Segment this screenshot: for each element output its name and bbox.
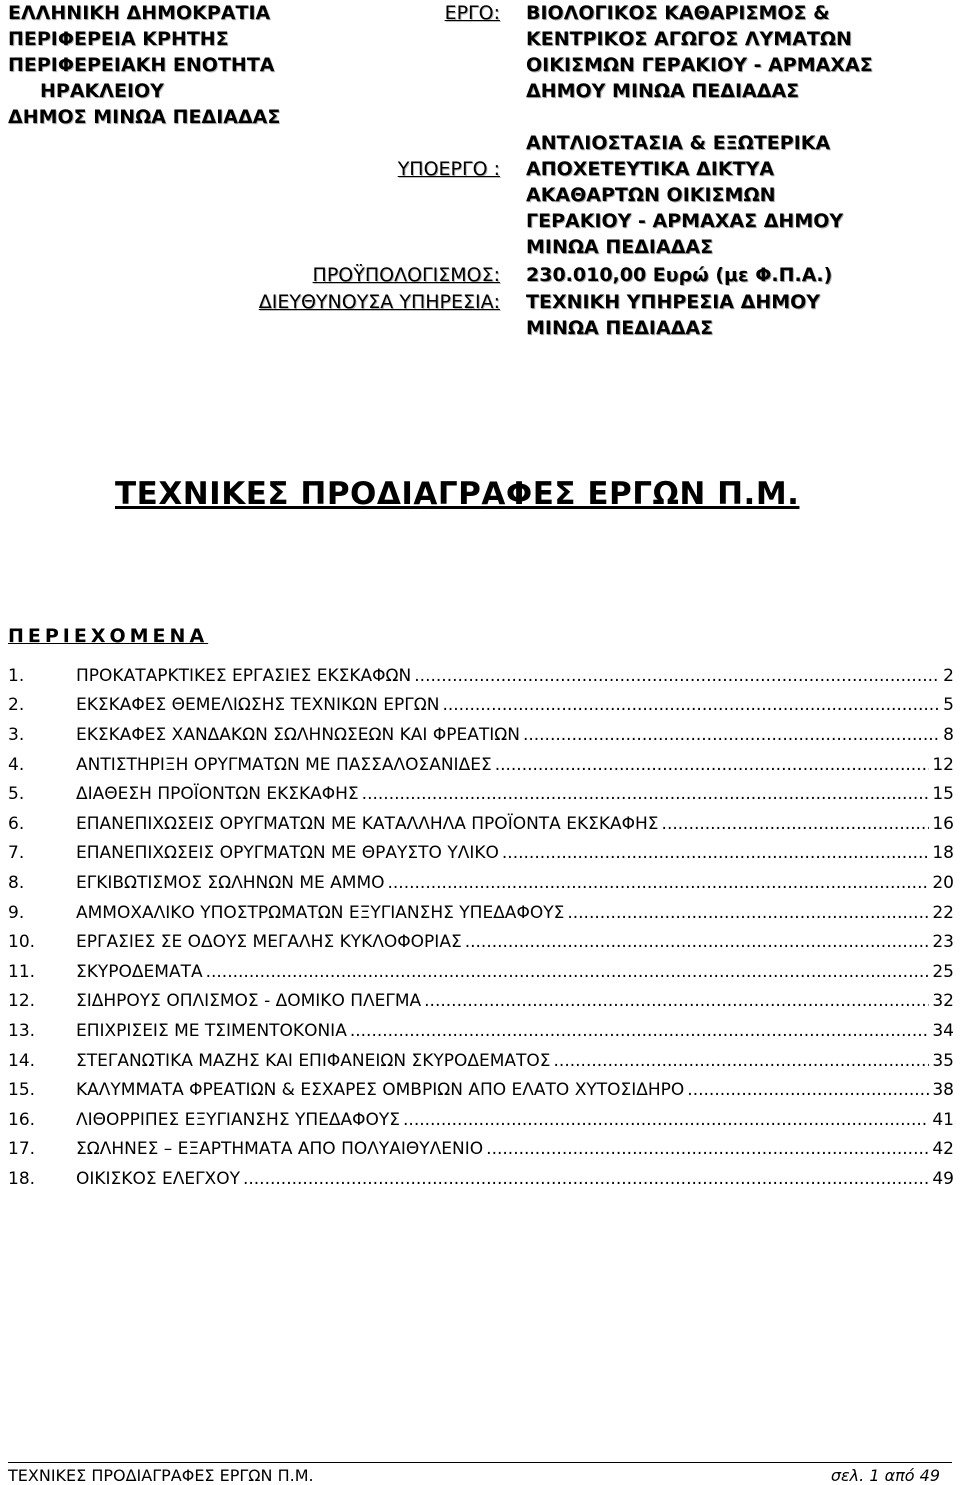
toc-number: 6.: [8, 813, 25, 834]
toc-page: 32: [932, 991, 954, 1012]
authority-line: ΠΕΡΙΦΕΡΕΙΑ ΚΡΗΤΗΣ: [8, 28, 229, 50]
toc-leader: [424, 991, 929, 1011]
toc-entry[interactable]: [8, 691, 954, 721]
toc-entry[interactable]: [8, 1046, 954, 1076]
toc-entry[interactable]: [8, 1164, 954, 1194]
toc-title: ΣΙΔΗΡΟΥΣ ΟΠΛΙΣΜΟΣ - ΔΟΜΙΚΟ ΠΛΕΓΜΑ: [76, 991, 422, 1012]
toc-page: 25: [932, 961, 954, 982]
toc-leader: [687, 1080, 929, 1100]
subproject-line: ΓΕΡΑΚΙΟΥ - ΑΡΜΑΧΑΣ ΔΗΜΟΥ: [526, 210, 844, 232]
subproject-line: ΑΠΟΧΕΤΕΥΤΙΚΑ ΔΙΚΤΥΑ: [526, 158, 775, 180]
toc-entry[interactable]: [8, 927, 954, 957]
toc-entry[interactable]: [8, 1105, 954, 1135]
toc-number: 2.: [8, 695, 25, 716]
toc-title: ΟΙΚΙΣΚΟΣ ΕΛΕΓΧΟΥ: [76, 1168, 240, 1189]
page-number: σελ. 1 από 49: [830, 1466, 940, 1485]
toc-entry[interactable]: [8, 750, 954, 780]
toc-title: ΕΚΣΚΑΦΕΣ ΧΑΝΔΑΚΩΝ ΣΩΛΗΝΩΣΕΩΝ ΚΑΙ ΦΡΕΑΤΙΩΝ: [76, 724, 520, 745]
toc-number: 1.: [8, 665, 25, 686]
toc-leader: [523, 725, 940, 745]
toc-title: ΕΚΣΚΑΦΕΣ ΘΕΜΕΛΙΩΣΗΣ ΤΕΧΝΙΚΩΝ ΕΡΓΩΝ: [76, 695, 440, 716]
toc-page: 20: [932, 872, 954, 893]
authority-line: ΔΗΜΟΣ ΜΙΝΩΑ ΠΕΔΙΑΔΑΣ: [8, 106, 281, 128]
toc-title: ΕΠΑΝΕΠΙΧΩΣΕΙΣ ΟΡΥΓΜΑΤΩΝ ΜΕ ΘΡΑΥΣΤΟ ΥΛΙΚΟ: [76, 843, 499, 864]
toc-heading: ΠΕΡΙΕΧΟΜΕΝΑ: [8, 625, 209, 647]
toc-page: 42: [932, 1139, 954, 1160]
subproject-line: ΑΝΤΛΙΟΣΤΑΣΙΑ & ΕΞΩΤΕΡΙΚΑ: [526, 132, 831, 154]
footer-document-title: ΤΕΧΝΙΚΕΣ ΠΡΟΔΙΑΓΡΑΦΕΣ ΕΡΓΩΝ Π.Μ.: [8, 1466, 314, 1485]
service-line: ΤΕΧΝΙΚΗ ΥΠΗΡΕΣΙΑ ΔΗΜΟΥ: [526, 291, 821, 313]
toc-entry[interactable]: [8, 1135, 954, 1165]
toc-page: 35: [932, 1050, 954, 1071]
toc-entry[interactable]: [8, 957, 954, 987]
toc-page: 5: [943, 695, 954, 716]
toc-number: 15.: [8, 1080, 36, 1101]
subproject-line: ΑΚΑΘΑΡΤΩΝ ΟΙΚΙΣΜΩΝ: [526, 184, 776, 206]
toc-title: ΑΜΜΟΧΑΛΙΚΟ ΥΠΟΣΤΡΩΜΑΤΩΝ ΕΞΥΓΙΑΝΣΗΣ ΥΠΕΔΑΦΟΥΣ: [76, 902, 565, 923]
toc-entry[interactable]: [8, 1075, 954, 1105]
toc-page: 22: [932, 902, 954, 923]
service-line: ΜΙΝΩΑ ΠΕΔΙΑΔΑΣ: [526, 317, 714, 339]
toc-leader: [206, 962, 930, 982]
toc-number: 17.: [8, 1139, 36, 1160]
budget-value: 230.010,00 Ευρώ (με Φ.Π.Α.): [526, 264, 833, 286]
toc-entry[interactable]: [8, 987, 954, 1017]
toc-title: ΣΩΛΗΝΕΣ – ΕΞΑΡΤΗΜΑΤΑ ΑΠΟ ΠΟΛΥΑΙΘΥΛΕΝΙΟ: [76, 1139, 484, 1160]
toc-leader: [442, 695, 940, 715]
toc-page: 23: [932, 932, 954, 953]
toc-page: 41: [932, 1109, 954, 1130]
toc-entry[interactable]: [8, 1016, 954, 1046]
toc-title: ΔΙΑΘΕΣΗ ΠΡΟΪΟΝΤΩΝ ΕΚΣΚΑΦΗΣ: [76, 784, 359, 805]
toc-entry[interactable]: [8, 779, 954, 809]
toc-title: ΕΡΓΑΣΙΕΣ ΣΕ ΟΔΟΥΣ ΜΕΓΑΛΗΣ ΚΥΚΛΟΦΟΡΙΑΣ: [76, 932, 462, 953]
toc-leader: [362, 784, 930, 804]
toc-entry[interactable]: [8, 898, 954, 928]
toc-leader: [662, 814, 930, 834]
subproject-line: ΜΙΝΩΑ ΠΕΔΙΑΔΑΣ: [526, 236, 714, 258]
document-title: ΤΕΧΝΙΚΕΣ ΠΡΟΔΙΑΓΡΑΦΕΣ ΕΡΓΩΝ Π.Μ.: [115, 476, 800, 512]
toc-leader: [243, 1169, 929, 1189]
toc-leader: [554, 1051, 930, 1071]
toc-page: 16: [932, 813, 954, 834]
footer-divider: [8, 1462, 952, 1463]
toc-entry[interactable]: [8, 720, 954, 750]
toc-number: 4.: [8, 754, 25, 775]
toc-title: ΣΤΕΓΑΝΩΤΙΚΑ ΜΑΖΗΣ ΚΑΙ ΕΠΙΦΑΝΕΙΩΝ ΣΚΥΡΟΔΕΜΑΤΟΣ: [76, 1050, 551, 1071]
toc-entry[interactable]: [8, 661, 954, 691]
toc-number: 8.: [8, 872, 25, 893]
toc-page: 2: [943, 665, 954, 686]
toc-title: ΑΝΤΙΣΤΗΡΙΞΗ ΟΡΥΓΜΑΤΩΝ ΜΕ ΠΑΣΣΑΛΟΣΑΝΙΔΕΣ: [76, 754, 492, 775]
budget-label: ΠΡΟΫΠΟΛΟΓΙΣΜΟΣ:: [312, 264, 500, 286]
toc-page: 34: [932, 1020, 954, 1041]
toc-number: 10.: [8, 932, 36, 953]
toc-page: 18: [932, 843, 954, 864]
toc-title: ΣΚΥΡΟΔΕΜΑΤΑ: [76, 961, 203, 982]
toc-leader: [414, 666, 940, 686]
project-line: ΔΗΜΟΥ ΜΙΝΩΑ ΠΕΔΙΑΔΑΣ: [526, 80, 800, 102]
project-label: ΕΡΓΟ:: [444, 2, 500, 24]
toc-number: 14.: [8, 1050, 36, 1071]
toc-number: 13.: [8, 1020, 36, 1041]
subproject-label: ΥΠΟΕΡΓΟ :: [397, 158, 500, 180]
toc-number: 7.: [8, 843, 25, 864]
toc-page: 38: [932, 1080, 954, 1101]
project-line: ΚΕΝΤΡΙΚΟΣ ΑΓΩΓΟΣ ΛΥΜΑΤΩΝ: [526, 28, 852, 50]
toc-leader: [486, 1139, 929, 1159]
toc-title: ΚΑΛΥΜΜΑΤΑ ΦΡΕΑΤΙΩΝ & ΕΣΧΑΡΕΣ ΟΜΒΡΙΩΝ ΑΠΟ ΕΛΑΤΟ ΧΥΤΟΣΙΔΗΡΟ: [76, 1080, 685, 1101]
toc-number: 5.: [8, 784, 25, 805]
toc-leader: [495, 755, 930, 775]
toc-leader: [502, 843, 929, 863]
project-line: ΒΙΟΛΟΓΙΚΟΣ ΚΑΘΑΡΙΣΜΟΣ &: [526, 2, 830, 24]
toc-number: 16.: [8, 1109, 36, 1130]
toc-title: ΕΠΑΝΕΠΙΧΩΣΕΙΣ ΟΡΥΓΜΑΤΩΝ ΜΕ ΚΑΤΑΛΛΗΛΑ ΠΡΟΪΟΝΤΑ ΕΚΣΚΑΦΗΣ: [76, 813, 659, 834]
toc-number: 18.: [8, 1168, 36, 1189]
toc-leader: [465, 932, 930, 952]
toc-title: ΕΠΙΧΡΙΣΕΙΣ ΜΕ ΤΣΙΜΕΝΤΟΚΟΝΙΑ: [76, 1020, 347, 1041]
toc-entry[interactable]: [8, 839, 954, 869]
toc-entry[interactable]: [8, 809, 954, 839]
toc-number: 9.: [8, 902, 25, 923]
toc-number: 12.: [8, 991, 36, 1012]
toc-leader: [403, 1110, 929, 1130]
toc-leader: [388, 873, 930, 893]
authority-line: ΕΛΛΗΝΙΚΗ ΔΗΜΟΚΡΑΤΙΑ: [8, 2, 271, 24]
toc-leader: [567, 903, 929, 923]
toc-number: 3.: [8, 724, 25, 745]
toc-title: ΕΓΚΙΒΩΤΙΣΜΟΣ ΣΩΛΗΝΩΝ ΜΕ ΑΜΜΟ: [76, 872, 385, 893]
service-label: ΔΙΕΥΘΥΝΟΥΣΑ ΥΠΗΡΕΣΙΑ:: [258, 291, 500, 313]
toc-number: 11.: [8, 961, 36, 982]
toc-entry[interactable]: [8, 868, 954, 898]
toc-title: ΠΡΟΚΑΤΑΡΚΤΙΚΕΣ ΕΡΓΑΣΙΕΣ ΕΚΣΚΑΦΩΝ: [76, 665, 412, 686]
toc-title: ΛΙΘΟΡΡΙΠΕΣ ΕΞΥΓΙΑΝΣΗΣ ΥΠΕΔΑΦΟΥΣ: [76, 1109, 401, 1130]
toc-page: 15: [932, 784, 954, 805]
authority-line: ΗΡΑΚΛΕΙΟΥ: [40, 80, 164, 102]
toc-page: 12: [932, 754, 954, 775]
toc-page: 49: [932, 1168, 954, 1189]
project-line: ΟΙΚΙΣΜΩΝ ΓΕΡΑΚΙΟΥ - ΑΡΜΑΧΑΣ: [526, 54, 873, 76]
table-of-contents: [8, 661, 954, 1194]
toc-page: 8: [943, 724, 954, 745]
authority-line: ΠΕΡΙΦΕΡΕΙΑΚΗ ΕΝΟΤΗΤΑ: [8, 54, 275, 76]
toc-leader: [350, 1021, 930, 1041]
